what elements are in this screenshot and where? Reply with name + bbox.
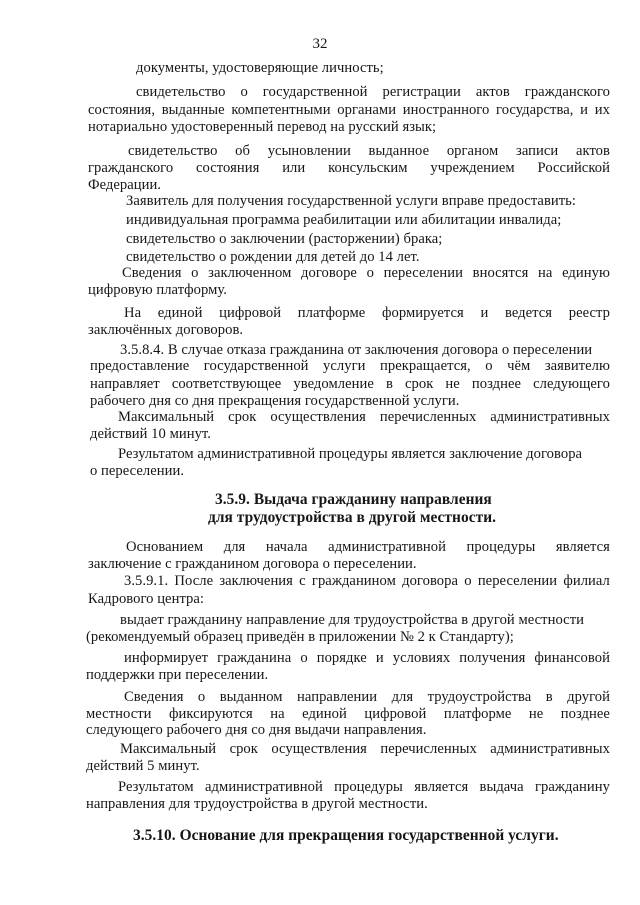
text-line: Максимальный срок осуществления перечисленных административных: [118, 409, 610, 425]
text-line: Сведения о заключенном договоре о переселении вносятся на единую: [122, 265, 610, 281]
text-line: Результатом административной процедуры является заключение договора: [118, 446, 583, 462]
text-line: состояния, выданные компетентными органами иностранного государства, и их: [88, 102, 610, 118]
text-line: свидетельство о рождении для детей до 14 лет.: [126, 249, 420, 265]
section-heading-line: 3.5.9. Выдача гражданину направления: [215, 491, 492, 508]
text-line: Результатом административной процедуры является выдача гражданину: [118, 779, 610, 795]
text-line: индивидуальная программа реабилитации или абилитации инвалида;: [126, 212, 562, 228]
text-line: 3.5.8.4. В случае отказа гражданина от заключения договора о переселении: [120, 342, 593, 358]
text-line: документы, удостоверяющие личность;: [136, 60, 384, 76]
text-line: информирует гражданина о порядке и условиях получения финансовой: [124, 650, 610, 666]
text-line: заключение с гражданином договора о переселении.: [88, 556, 417, 572]
section-heading-line: для трудоустройства в другой местности.: [208, 509, 497, 526]
text-line: Максимальный срок осуществления перечисленных административных: [120, 741, 610, 757]
text-line: поддержки при переселении.: [86, 667, 269, 683]
text-line: рабочего дня со дня прекращения государственной услуги.: [90, 393, 460, 409]
text-line: о переселении.: [90, 463, 185, 479]
text-line: (рекомендуемый образец приведён в приложении № 2 к Стандарту);: [86, 629, 514, 645]
text-line: заключённых договоров.: [88, 322, 244, 338]
text-line: местности фиксируются на единой цифровой платформе не позднее: [86, 706, 610, 722]
text-line: свидетельство об усыновлении выданное органом записи актов: [128, 143, 610, 159]
text-line: предоставление государственной услуги прекращается, о чём заявителю: [90, 358, 610, 374]
text-line: действий 10 минут.: [90, 426, 211, 442]
text-line: гражданского состояния или консульским учреждением Российской: [88, 160, 610, 176]
text-line: нотариально удостоверенный перевод на русский язык;: [88, 119, 437, 135]
text-line: Сведения о выданном направлении для трудоустройства в другой: [124, 689, 610, 705]
text-line: свидетельство о государственной регистрации актов гражданского: [136, 84, 610, 100]
text-line: Кадрового центра:: [88, 591, 205, 607]
text-line: 3.5.9.1. После заключения с гражданином договора о переселении филиал: [124, 573, 610, 589]
text-line: направления для трудоустройства в другой местности.: [86, 796, 428, 812]
text-line: действий 5 минут.: [86, 758, 200, 774]
text-line: Федерации.: [88, 177, 162, 193]
text-line: Основанием для начала административной процедуры является: [126, 539, 610, 555]
page-number: 32: [312, 36, 328, 52]
text-line: свидетельство о заключении (расторжении) брака;: [126, 231, 443, 247]
text-line: направляет соответствующее уведомление в срок не позднее следующего: [90, 376, 610, 392]
text-line: цифровую платформу.: [88, 282, 227, 298]
text-line: выдает гражданину направление для трудоустройства в другой местности: [120, 612, 584, 628]
text-line: Заявитель для получения государственной услуги вправе предоставить:: [126, 193, 576, 209]
text-line: На единой цифровой платформе формируется и ведется реестр: [124, 305, 610, 321]
text-line: следующего рабочего дня со дня выдачи направления.: [86, 722, 427, 738]
section-heading-line: 3.5.10. Основание для прекращения государственной услуги.: [133, 827, 559, 844]
